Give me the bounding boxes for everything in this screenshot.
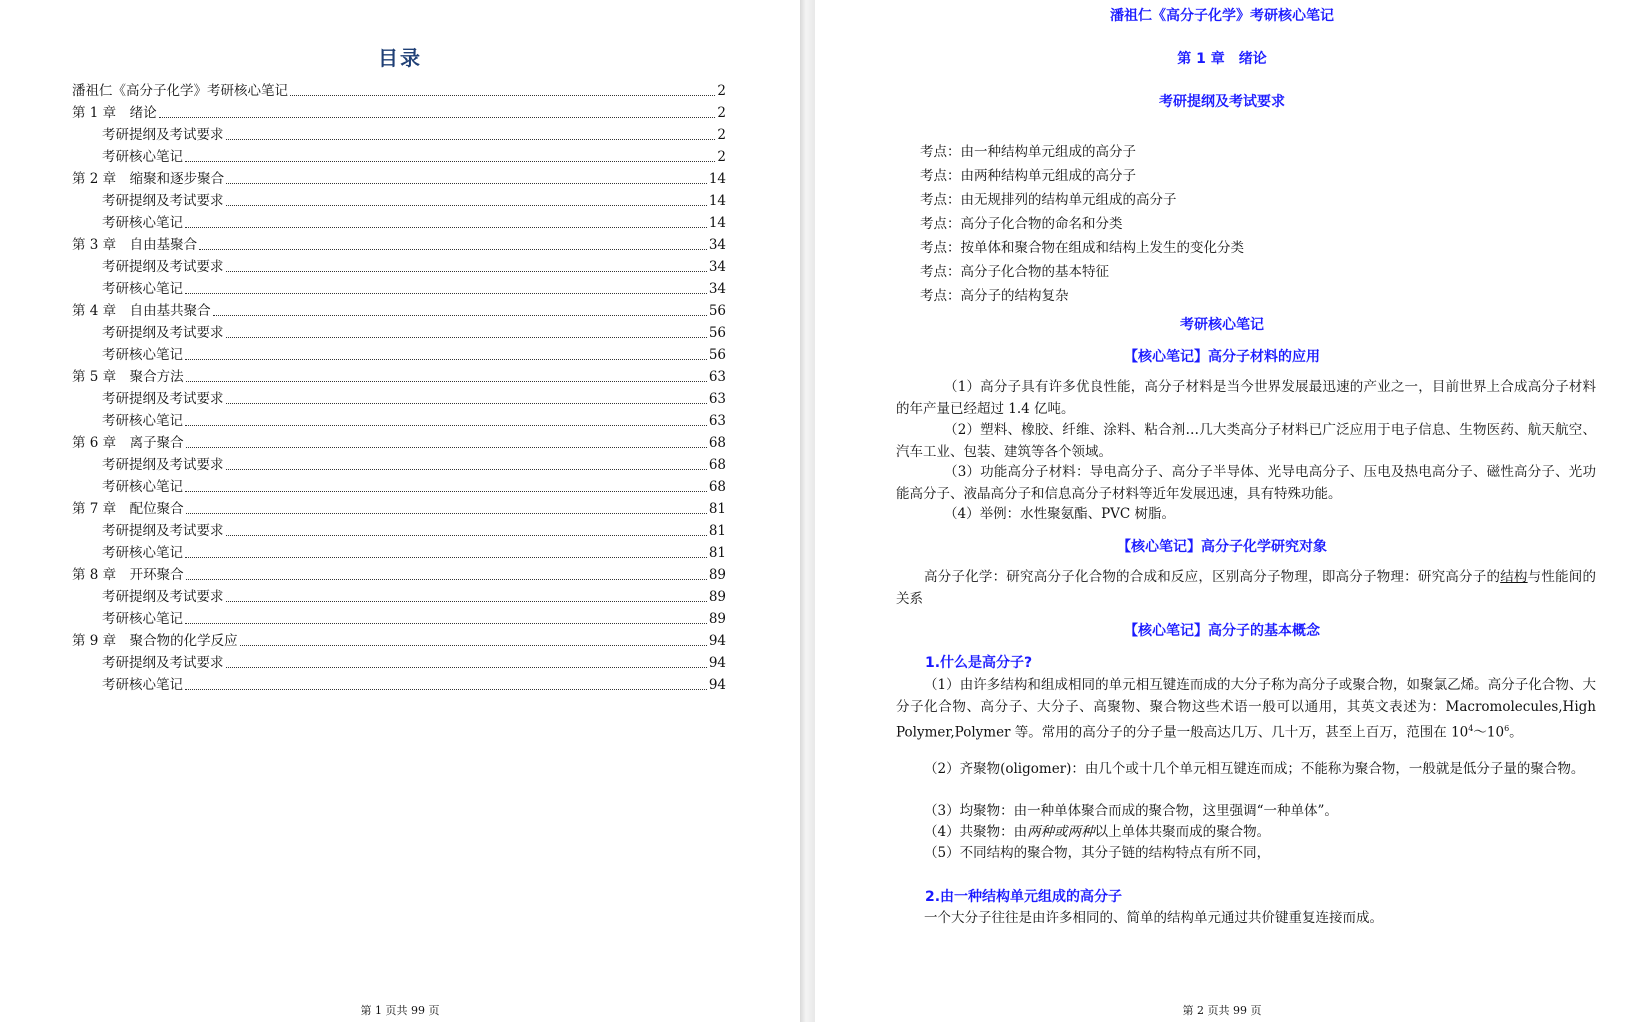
toc-entry[interactable] (72, 388, 726, 410)
paragraph: （5）不同结构的聚合物，其分子链的结构特点有所不同， (924, 845, 1271, 861)
toc-entry-text: 潘祖仁《高分子化学》考研核心笔记 (72, 83, 288, 99)
toc-leader-dots (226, 182, 707, 184)
text-run: （1）由许多结构和组成相同的单元相互键连而成的大分子称为高分子或聚合物，如聚氯乙烯。高分子化合物、大分子化合物、高分子、大分子、高聚物、聚合物这些术语一般可以通用，其英文表述为：Macromolecules,High Polymer,Polymer 等。常用的高分子的分子量一般高达几万、几十万，甚至上百万，范围在 10 (896, 677, 1596, 741)
toc-page-number: 14 (708, 171, 726, 187)
page-gap (800, 0, 815, 1022)
kaodian-item: 考点：由无规排列的结构单元组成的高分子 (920, 192, 1177, 208)
toc-entry[interactable] (72, 454, 726, 476)
toc-page-number: 94 (708, 633, 726, 649)
toc-page-number: 89 (708, 567, 726, 583)
toc-page-number: 89 (708, 611, 726, 627)
toc-leader-dots (185, 226, 707, 228)
toc-entry-text: 考研核心笔记 (102, 347, 183, 363)
page-footer: 第 2 页共 99 页 (1182, 1004, 1262, 1017)
toc-list (72, 80, 726, 696)
toc-entry-text: 考研核心笔记 (102, 281, 183, 297)
text-run: 以上单体共聚而成的聚合物。 (1094, 824, 1271, 840)
toc-page-number: 94 (708, 677, 726, 693)
toc-page-number: 34 (708, 237, 726, 253)
toc-entry-text: 考研核心笔记 (102, 215, 183, 231)
section-heading-basic-concepts: 【核心笔记】高分子的基本概念 (1124, 623, 1320, 639)
toc-page-number: 56 (708, 347, 726, 363)
toc-leader-dots (186, 512, 707, 514)
toc-leader-dots (186, 446, 707, 448)
toc-entry-text: 考研核心笔记 (102, 149, 183, 165)
toc-leader-dots (185, 556, 707, 558)
kaodian-list (920, 140, 1244, 308)
toc-page-number: 14 (708, 193, 726, 209)
toc-page-number: 63 (708, 413, 726, 429)
paragraph: （4）举例：水性聚氨酯、PVC 树脂。 (944, 506, 1176, 522)
toc-entry[interactable] (72, 410, 726, 432)
toc-leader-dots (159, 116, 716, 118)
toc-entry-text: 第 4 章 自由基共聚合 (72, 303, 211, 319)
toc-entry[interactable] (72, 212, 726, 234)
toc-entry[interactable] (72, 476, 726, 498)
toc-page-number: 2 (717, 127, 726, 143)
toc-leader-dots (185, 358, 707, 360)
toc-entry[interactable] (72, 124, 726, 146)
content-page (815, 0, 1629, 1022)
paragraph: （2）齐聚物(oligomer)：由几个或十几个单元相互键连而成；不能称为聚合物，一般就是低分子量的聚合物。 (924, 761, 1585, 777)
toc-leader-dots (226, 402, 707, 404)
italic-text: 两种或两种 (1027, 824, 1095, 840)
toc-leader-dots (226, 600, 707, 602)
toc-leader-dots (185, 490, 707, 492)
toc-leader-dots (226, 336, 707, 338)
toc-entry[interactable] (72, 190, 726, 212)
section-heading-research-object: 【核心笔记】高分子化学研究对象 (1117, 539, 1327, 555)
text-run: （4）共聚物：由 (924, 824, 1028, 840)
toc-page-number: 34 (708, 259, 726, 275)
kaodian-item: 考点：按单体和聚合物在组成和结构上发生的变化分类 (920, 240, 1244, 256)
toc-entry-text: 考研提纲及考试要求 (102, 127, 224, 143)
paragraph: （1）高分子具有许多优良性能，高分子材料是当今世界发展最迅速的产业之一，目前世界上合成高分子材料的年产量已经超过 1.4 亿吨。 (896, 379, 1596, 417)
toc-entry-text: 考研提纲及考试要求 (102, 259, 224, 275)
toc-leader-dots (226, 468, 707, 470)
toc-leader-dots (240, 644, 707, 646)
paragraph (896, 821, 1596, 843)
toc-entry[interactable] (72, 278, 726, 300)
toc-entry-text: 考研核心笔记 (102, 611, 183, 627)
toc-page-number: 68 (708, 479, 726, 495)
toc-entry[interactable] (72, 542, 726, 564)
toc-page-number: 56 (708, 303, 726, 319)
toc-entry[interactable] (72, 300, 726, 322)
toc-entry-text: 第 7 章 配位聚合 (72, 501, 184, 517)
toc-entry[interactable] (72, 520, 726, 542)
toc-leader-dots (186, 380, 707, 382)
toc-leader-dots (199, 248, 707, 250)
notes-heading: 考研核心笔记 (1180, 317, 1264, 333)
toc-entry-text: 第 6 章 离子聚合 (72, 435, 184, 451)
toc-page-number: 2 (717, 105, 726, 121)
toc-entry-text: 第 5 章 聚合方法 (72, 369, 184, 385)
paragraph: （3）功能高分子材料：导电高分子、高分子半导体、光导电高分子、压电及热电高分子、磁性高分子、光功能高分子、液晶高分子和信息高分子材料等近年发展迅速，具有特殊功能。 (896, 464, 1596, 502)
toc-entry-text: 第 1 章 绪论 (72, 105, 157, 121)
superscript: 6 (1504, 724, 1510, 733)
toc-entry[interactable] (72, 586, 726, 608)
toc-leader-dots (185, 688, 707, 690)
toc-entry[interactable] (72, 498, 726, 520)
toc-page-number: 63 (708, 369, 726, 385)
toc-leader-dots (213, 314, 707, 316)
question-heading: 1.什么是高分子? (925, 655, 1033, 671)
page-footer: 第 1 页共 99 页 (360, 1004, 440, 1017)
toc-leader-dots (185, 160, 715, 162)
text-run: 与性能间的关系 (896, 569, 1596, 607)
toc-entry[interactable] (72, 564, 726, 586)
toc-entry-text: 考研提纲及考试要求 (102, 391, 224, 407)
toc-entry-text: 第 8 章 开环聚合 (72, 567, 184, 583)
toc-leader-dots (226, 666, 707, 668)
toc-entry[interactable] (72, 256, 726, 278)
toc-title: 目录 (378, 46, 422, 70)
toc-entry-text: 考研提纲及考试要求 (102, 325, 224, 341)
toc-leader-dots (185, 424, 707, 426)
toc-page-number: 14 (708, 215, 726, 231)
superscript: 4 (1468, 724, 1474, 733)
toc-page-number: 2 (717, 83, 726, 99)
toc-entry[interactable] (72, 674, 726, 696)
kaodian-item: 考点：高分子的结构复杂 (920, 288, 1069, 304)
toc-leader-dots (226, 270, 707, 272)
toc-entry-text: 考研核心笔记 (102, 677, 183, 693)
toc-leader-dots (226, 534, 707, 536)
toc-page (0, 0, 800, 1022)
toc-entry-text: 考研提纲及考试要求 (102, 589, 224, 605)
text-run: ～10 (1473, 724, 1505, 741)
toc-entry-text: 考研核心笔记 (102, 479, 183, 495)
toc-entry[interactable] (72, 234, 726, 256)
toc-entry[interactable] (72, 168, 726, 190)
outline-heading: 考研提纲及考试要求 (1159, 94, 1285, 110)
toc-entry[interactable] (72, 102, 726, 124)
toc-entry-text: 考研提纲及考试要求 (102, 457, 224, 473)
underlined-text: 结构 (1500, 569, 1528, 585)
kaodian-item: 考点：高分子化合物的命名和分类 (920, 216, 1123, 232)
chapter-title: 第 1 章 绪论 (1177, 51, 1267, 67)
kaodian-item: 考点：由一种结构单元组成的高分子 (920, 144, 1136, 160)
toc-entry[interactable] (72, 630, 726, 652)
toc-page-number: 68 (708, 457, 726, 473)
toc-page-number: 89 (708, 589, 726, 605)
toc-entry-text: 考研核心笔记 (102, 545, 183, 561)
toc-entry[interactable] (72, 652, 726, 674)
toc-entry[interactable] (72, 432, 726, 454)
toc-page-number: 63 (708, 391, 726, 407)
toc-page-number: 81 (708, 523, 726, 539)
toc-entry[interactable] (72, 344, 726, 366)
book-title: 潘祖仁《高分子化学》考研核心笔记 (1110, 8, 1334, 24)
toc-entry-text: 考研核心笔记 (102, 413, 183, 429)
kaodian-item: 考点：由两种结构单元组成的高分子 (920, 168, 1136, 184)
toc-page-number: 81 (708, 545, 726, 561)
paragraph: 一个大分子往往是由许多相同的、简单的结构单元通过共价键重复连接而成。 (924, 910, 1383, 926)
toc-page-number: 34 (708, 281, 726, 297)
toc-entry[interactable] (72, 146, 726, 168)
kaodian-item: 考点：高分子化合物的基本特征 (920, 264, 1109, 280)
paragraph: （2）塑料、橡胶、纤维、涂料、粘合剂…几大类高分子材料已广泛应用于电子信息、生物医药、航天航空、汽车工业、包装、建筑等各个领域。 (896, 422, 1596, 460)
text-run: 高分子化学：研究高分子化合物的合成和反应，区别高分子物理，即高分子物理：研究高分子的 (924, 569, 1501, 585)
toc-entry-text: 考研提纲及考试要求 (102, 193, 224, 209)
paragraph (896, 566, 1596, 610)
toc-leader-dots (290, 94, 715, 96)
toc-entry[interactable] (72, 608, 726, 630)
toc-page-number: 68 (708, 435, 726, 451)
toc-page-number: 56 (708, 325, 726, 341)
toc-leader-dots (226, 138, 716, 140)
toc-entry-text: 第 2 章 缩聚和逐步聚合 (72, 171, 225, 187)
toc-entry-text: 第 3 章 自由基聚合 (72, 237, 198, 253)
toc-entry[interactable] (72, 80, 726, 102)
toc-leader-dots (226, 204, 707, 206)
toc-page-number: 94 (708, 655, 726, 671)
toc-leader-dots (185, 292, 707, 294)
toc-entry-text: 第 9 章 聚合物的化学反应 (72, 633, 238, 649)
text-run: 。 (1509, 724, 1523, 741)
paragraph (896, 674, 1596, 744)
toc-leader-dots (186, 578, 707, 580)
paragraph: （3）均聚物：由一种单体聚合而成的聚合物，这里强调“一种单体”。 (924, 803, 1338, 819)
toc-page-number: 81 (708, 501, 726, 517)
question-heading: 2.由一种结构单元组成的高分子 (925, 889, 1123, 905)
toc-entry[interactable] (72, 366, 726, 388)
toc-entry-text: 考研提纲及考试要求 (102, 523, 224, 539)
section-heading-applications: 【核心笔记】高分子材料的应用 (1124, 349, 1320, 365)
toc-leader-dots (185, 622, 707, 624)
toc-entry-text: 考研提纲及考试要求 (102, 655, 224, 671)
toc-page-number: 2 (717, 149, 726, 165)
toc-entry[interactable] (72, 322, 726, 344)
